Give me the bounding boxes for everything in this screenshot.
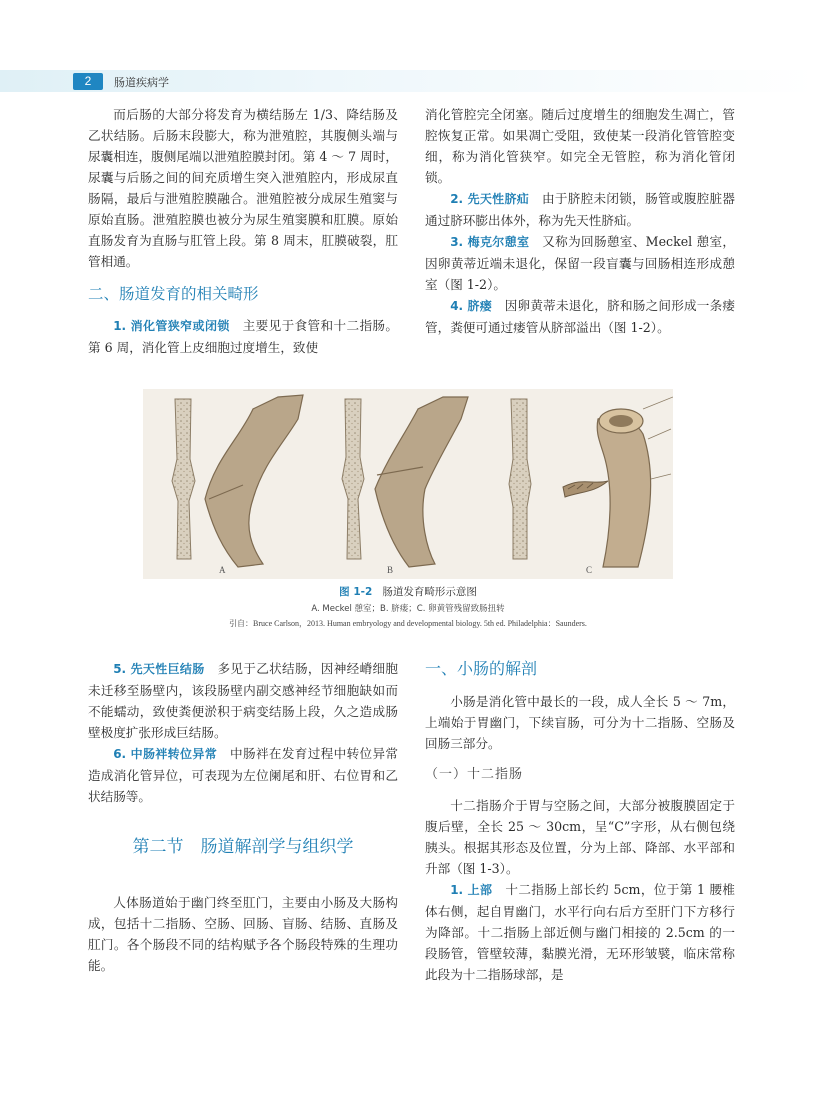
paragraph: 十二指肠介于胃与空肠之间，大部分被腹膜固定于腹后壁，全长 25 ～ 30cm，呈“C”字形，从右侧包绕胰头。根据其形态及位置，分为上部、降部、水平部和升部（图 1-3）。	[425, 798, 735, 876]
paragraph: 小肠是消化管中最长的一段，成人全长 5 ～ 7m，上端始于胃幽门，下续盲肠，可分为十二指肠、空肠及回肠三部分。	[425, 694, 735, 751]
item-keyword: 3. 梅克尔憩室	[450, 235, 530, 249]
list-item	[425, 295, 735, 338]
figure-label-c: C	[586, 565, 593, 575]
list-item	[425, 879, 735, 985]
left-column-bottom	[88, 658, 398, 976]
list-item	[425, 188, 735, 231]
item-text: 又称为回肠憩室、Meckel 憩室，因卵黄蒂近端未退化，保留一段盲囊与回肠相连形成憩室（图 1-2）。	[425, 234, 735, 292]
item-text: 十二指肠上部长约 5cm，位于第 1 腰椎体右侧，起自胃幽门，水平行向右后方至肝门下方移行为降部。十二指肠上部近侧与幽门相接的 2.5cm 的一段肠管，管壁较薄，黏膜光滑，无环形皱襞，临床常称此段为十二指肠球部，是	[425, 882, 735, 982]
paragraph: 消化管腔完全闭塞。随后过度增生的细胞发生凋亡，管腔恢复正常。如果凋亡受阻，致使某一段消化管管腔变细，称为消化管狭窄。如完全无管腔，称为消化管闭锁。	[425, 107, 735, 185]
intestine-drawing	[143, 389, 673, 579]
figure-citation: 引自：Bruce Carlson，2013. Human embryology and developmental biology. 5th ed. Philadelphia：Saunders.	[229, 619, 587, 628]
item-keyword: 1. 上部	[450, 883, 493, 897]
paragraph: 人体肠道始于幽门终至肛门，主要由小肠及大肠构成，包括十二指肠、空肠、回肠、盲肠、结肠、直肠及肛门。各个肠段不同的结构赋予各个肠段特殊的生理功能。	[88, 895, 398, 973]
subsection-heading: （一）十二指肠	[425, 767, 524, 782]
figure-subcaption: A. Meckel 憩室；B. 脐瘘；C. 卵黄管残留致肠扭转	[311, 604, 505, 614]
panel-a-drawing	[172, 395, 303, 567]
panel-c-drawing	[509, 397, 673, 567]
item-keyword: 6. 中肠袢转位异常	[113, 747, 218, 761]
figure-label-a: A	[219, 565, 226, 575]
right-column-bottom	[425, 658, 735, 985]
item-keyword: 5. 先天性巨结肠	[113, 662, 205, 676]
item-text: 中肠袢在发育过程中转位异常造成消化管异位，可表现为左位阑尾和肝、右位胃和乙状结肠等。	[88, 746, 399, 804]
list-item	[425, 231, 735, 295]
running-title: 肠道疾病学	[114, 76, 169, 89]
section-heading: 二、肠道发育的相关畸形	[88, 285, 259, 303]
item-keyword: 2. 先天性脐疝	[450, 192, 530, 206]
left-column-top	[88, 104, 398, 358]
paragraph: 而后肠的大部分将发育为横结肠左 1/3、降结肠及乙状结肠。后肠末段膨大，称为泄殖腔，其腹侧头端与尿囊相连，腹侧尾端以泄殖腔膜封闭。第 4 ～ 7 周时，尿囊与后肠之间的间充质增生突入泄殖腔内，形成尿直肠隔，最后与泄殖腔膜融合。泄殖腔被分成尿生殖窦与原始直肠。泄殖腔膜也被分为尿生殖窦膜和肛膜。原始直肠发育为直肠与肛管上段。第 8 周末，肛膜破裂，肛管相通。	[88, 107, 398, 269]
item-text: 由于脐腔未闭锁，肠管或腹腔脏器通过脐环膨出体外，称为先天性脐疝。	[425, 191, 736, 228]
list-item	[88, 743, 398, 807]
figure-illustration	[143, 389, 673, 579]
right-column-top	[425, 104, 735, 338]
chapter-section-title: 第二节 肠道解剖学与组织学	[132, 837, 354, 857]
page-number: 2	[73, 73, 103, 90]
item-text: 主要见于食管和十二指肠。第 6 周，消化管上皮细胞过度增生，致使	[88, 318, 398, 355]
item-keyword: 4. 脐瘘	[450, 299, 492, 313]
panel-b-drawing	[342, 397, 468, 567]
item-keyword: 1. 消化管狭窄或闭锁	[113, 319, 230, 333]
figure-title: 肠道发育畸形示意图	[382, 586, 477, 598]
figure-caption	[0, 584, 816, 599]
figure-label-b: B	[387, 565, 394, 575]
list-item	[88, 315, 398, 358]
list-item	[88, 658, 398, 743]
section-heading: 一、小肠的解剖	[425, 659, 538, 678]
figure-number: 图 1-2	[339, 586, 373, 598]
item-text: 因卵黄蒂未退化，脐和肠之间形成一条瘘管，粪便可通过瘘管从脐部溢出（图 1-2）。	[425, 298, 736, 335]
item-text: 多见于乙状结肠，因神经嵴细胞未迁移至肠壁内，该段肠壁内副交感神经节细胞缺如而不能蠕动，致使粪便淤积于病变结肠上段，久之造成肠壁极度扩张形成巨结肠。	[88, 661, 398, 740]
